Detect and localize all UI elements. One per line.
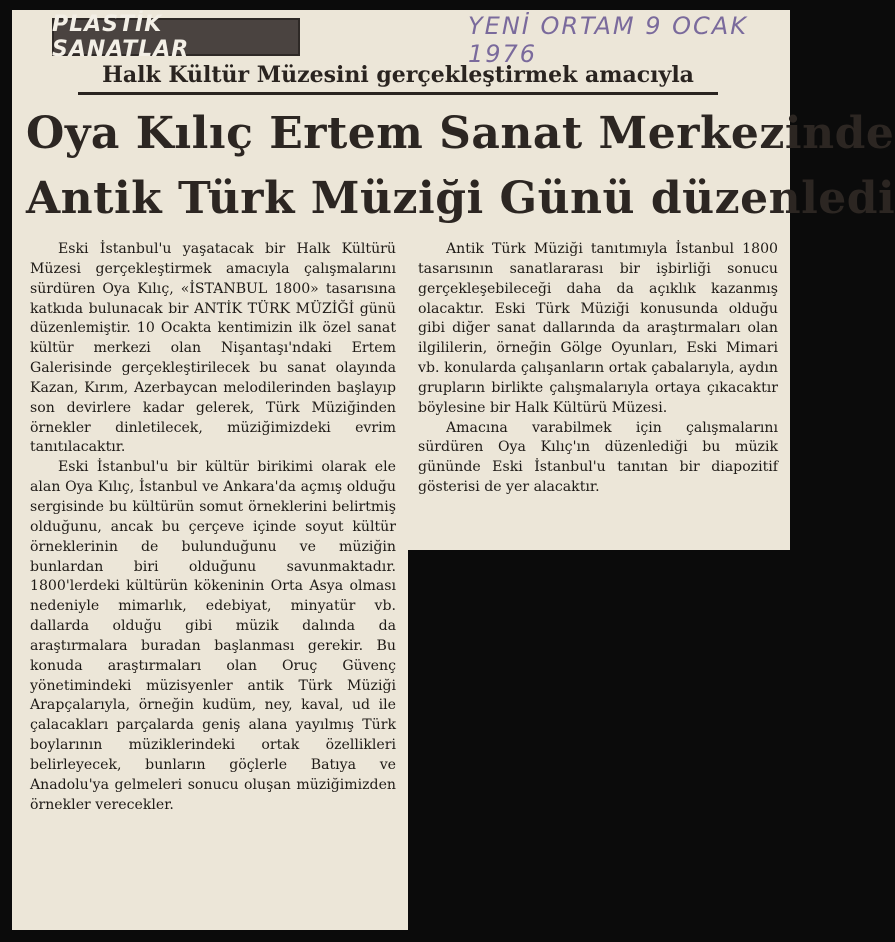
handwritten-date-note: YENİ ORTAM 9 OCAK 1976 bbox=[468, 12, 748, 68]
headline-line-1: Oya Kılıç Ertem Sanat Merkezinde bbox=[26, 108, 895, 159]
headline-line-2: Antik Türk Müziği Günü düzenledi bbox=[26, 173, 895, 224]
article-right-column bbox=[418, 240, 778, 498]
article-paragraph: Eski İstanbul'u yaşatacak bir Halk Kültürü Müzesi gerçekleştirmek amacıyla çalışmalarını sürdüren Oya Kılıç, «İSTANBUL 1800» tasarısına katkıda bulunacak bir ANTİK TÜRK MÜZİĞİ günü düzenlemiştir. 10 Ocakta kentimizin ilk özel sanat kültür merkezi olan Nişantaşı'ndaki Ertem Galerisinde gerçekleştirilecek bu sanat olayında Kazan, Kırım, Azerbaycan melodilerinden başlayıp son devirlere kadar gelerek, Türk Müziğinden örnekler dinletilecek, müziğimizdeki evrim tanıtılacaktır. bbox=[30, 241, 396, 456]
article-kicker: Halk Kültür Müzesini gerçekleştirmek amacıyla bbox=[78, 62, 718, 95]
article-left-column bbox=[30, 240, 396, 815]
article-paragraph: Antik Türk Müziği tanıtımıyla İstanbul 1800 tasarısının sanatlararası bir işbirliği sonucu gerçekleşebileceği daha da açıklık kazanmış olacaktır. Eski Türk Müziği konusunda olduğu gibi diğer sanat dallarında da araştırmaları olan ilgililerin, örneğin Gölge Oyunları, Eski Mimari vb. konularda çalışanların ortak çabalarıyla, aydın grupların birlikte çalışmalarıyla ortaya çıkacaktır böylesine bir Halk Kültürü Müzesi. bbox=[418, 241, 778, 416]
article-paragraph: Amacına varabilmek için çalışmalarını sürdüren Oya Kılıç'ın düzenlediği bu müzik gününde Eski İstanbul'u tanıtan bir diapozitif gösterisi de yer alacaktır. bbox=[418, 419, 778, 496]
article-paragraph: Eski İstanbul'u bir kültür birikimi olarak ele alan Oya Kılıç, İstanbul ve Ankara'da açmış olduğu sergisinde bu kültürün somut örneklerini belirtmiş olduğunu, ancak bu çerçeve içinde soyut kültür örneklerinin de bulunduğunu ve müziğin bunlardan biri olduğunu savunmaktadır. 1800'lerdeki kültürün kökeninin Orta Asya olması nedeniyle mimarlık, edebiyat, minyatür vb. dallarda olduğu gibi müzik dalında da araştırmalara buradan başlanması gerekir. Bu konuda araştırmaları olan Oruç Güvenç yönetimindeki müzisyenler antik Türk Müziği Arapçalarıyla, örneğin kudüm, ney, kaval, ud ile çalacakları parçalarda geniş alana yayılmış Türk boylarının müziklerindeki ortak özellikleri belirleyecek, bunların göçlerle Batıya ve Anadolu'ya gelmeleri sonucu oluşan müziğimizden örnekler verecekler. bbox=[30, 459, 396, 813]
section-label: PLASTİK SANATLAR bbox=[52, 18, 300, 56]
